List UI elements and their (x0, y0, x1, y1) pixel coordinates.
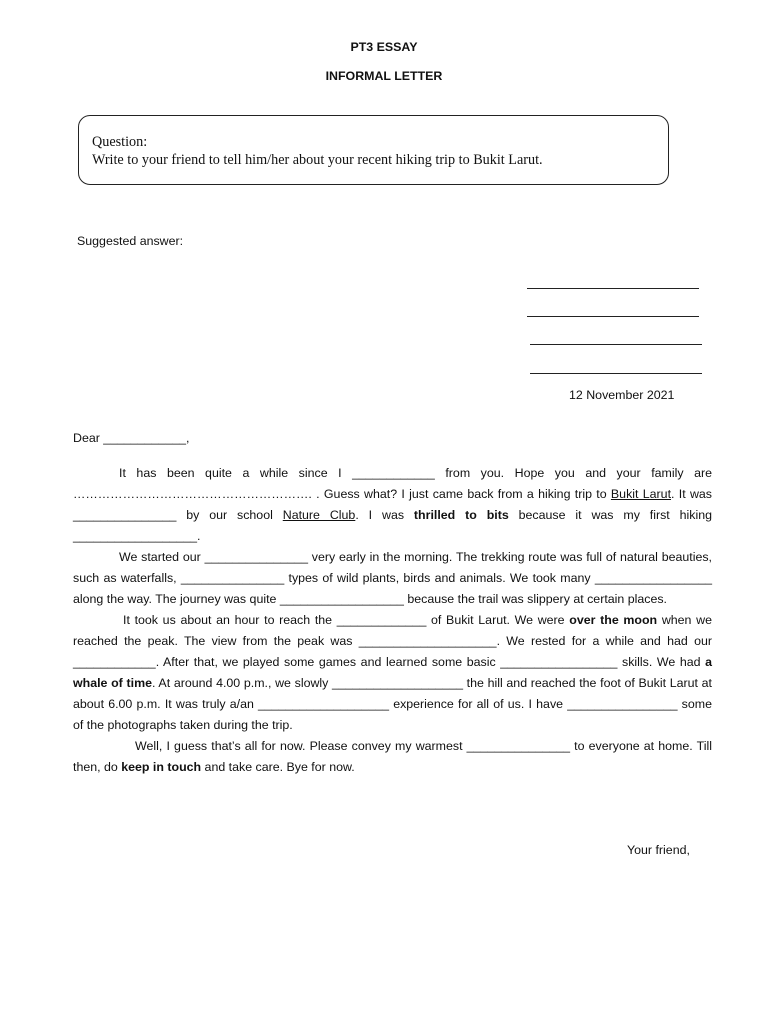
document-subtitle: INFORMAL LETTER (325, 69, 443, 83)
address-line-2 (527, 316, 699, 317)
paragraph-1-text-a: It has been quite a while since I ____________ from you. Hope you and your family are …………………………………………………. . Guess what? I just came back from a hiking trip to (73, 466, 712, 501)
paragraph-1-text-b: . It was _______________ by our school (73, 487, 712, 522)
paragraph-1-text-c: . I was (355, 508, 414, 522)
question-box (78, 115, 669, 185)
paragraph-2-text: We started our _______________ very early in the morning. The trekking route was full of natural beauties, such as waterfalls, _______________ types of wild plants, birds and animals. We took many _________________ along the way. The journey was quite __________________ because the trail was slippery at certain places. (73, 550, 712, 606)
question-label: Question: (92, 134, 148, 150)
paragraph-4-text-a: Well, I guess that’s all for now. Please convey my warmest _______________ to everyone at home. Till then, do (73, 739, 712, 774)
document-title: PT3 ESSAY (350, 40, 418, 54)
letter-body (73, 463, 712, 778)
paragraph-3 (73, 610, 712, 736)
paragraph-2 (73, 547, 712, 610)
salutation: Dear ____________, (73, 431, 190, 445)
idiom-thrilled-to-bits: thrilled to bits (413, 508, 509, 522)
idiom-whale-of-time: a whale of time (73, 655, 712, 690)
address-line-4 (530, 373, 702, 374)
address-line-1 (527, 288, 699, 289)
idiom-keep-in-touch: keep in touch (121, 760, 202, 774)
nature-club-underlined: Nature Club (282, 508, 356, 522)
bukit-larut-underlined: Bukit Larut (610, 487, 672, 501)
paragraph-3-text-b: when we reached the peak. The view from the peak was ____________________. We rested for a while and had our ____________. After that, we played some games and learned some basic _________________ skills. We had (73, 613, 712, 669)
closing: Your friend, (627, 843, 690, 857)
paragraph-3-text-c: . At around 4.00 p.m., we slowly ___________________ the hill and reached the foot of Bukit Larut at about 6.00 p.m. It was truly a/an ___________________ experience for all of us. I have ________________ some of the photographs taken during the trip. (73, 676, 712, 732)
paragraph-3-text-a: It took us about an hour to reach the _____________ of Bukit Larut. We were (123, 613, 570, 627)
question-text: Write to your friend to tell him/her about your recent hiking trip to Bukit Larut. (92, 152, 543, 168)
paragraph-4 (73, 736, 712, 778)
letter-date: 12 November 2021 (569, 388, 675, 402)
paragraph-4-text-b: and take care. Bye for now. (201, 760, 355, 774)
paragraph-1-text-d: because it was my first hiking __________________. (73, 508, 712, 543)
paragraph-1 (73, 463, 712, 547)
address-line-3 (530, 344, 702, 345)
suggested-answer-label: Suggested answer: (77, 234, 184, 248)
idiom-over-the-moon: over the moon (569, 613, 658, 627)
